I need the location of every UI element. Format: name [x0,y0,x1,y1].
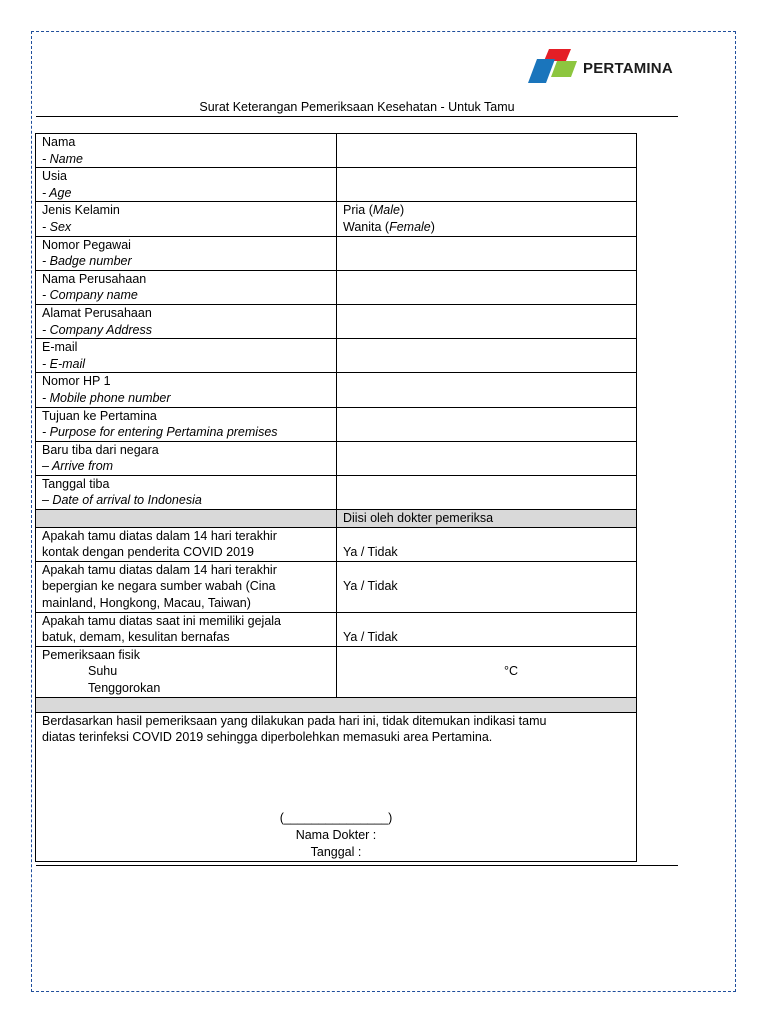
field-label: Alamat Perusahaan [42,305,152,320]
physical-exam-throat-label: Tenggorokan [88,681,161,695]
field-label: Nomor Pegawai [42,237,131,252]
field-row-name [36,134,637,168]
answer-contact[interactable]: Ya / Tidak [337,527,637,561]
conclusion-line-2: diatas terinfeksi COVID 2019 sehingga diperbolehkan memasuki area Pertamina. [42,730,493,745]
field-sublabel: – Arrive from [42,459,114,474]
field-label: Nama Perusahaan [42,271,147,286]
document-title: Surat Keterangan Pemeriksaan Kesehatan - Untuk Tamu [199,100,515,114]
doctor-name-label: Nama Dokter : [295,827,377,842]
field-value-address[interactable] [337,304,637,338]
field-sublabel: - Mobile phone number [42,390,171,405]
field-label: Tujuan ke Pertamina [42,408,157,423]
field-value-email[interactable] [337,339,637,373]
temperature-unit: °C [503,664,518,679]
field-sublabel: - E-mail [42,356,86,371]
field-value-age[interactable] [337,168,637,202]
field-sublabel: - Purpose for entering Pertamina premises [42,425,278,440]
field-label: Usia [42,169,68,184]
field-label: Jenis Kelamin [42,203,120,218]
field-value-sex[interactable] [337,202,637,236]
field-value-arrive-from[interactable] [337,441,637,475]
field-sublabel: – Date of arrival to Indonesia [42,493,202,508]
temperature-value[interactable] [337,646,637,697]
field-value-name[interactable] [337,134,637,168]
date-label: Tanggal : [310,844,362,859]
physical-exam-label: Pemeriksaan fisik [42,647,140,662]
field-row-sex [36,202,637,236]
field-sublabel: - Sex [42,219,72,234]
field-value-company[interactable] [337,270,637,304]
question-row-symptoms: Apakah tamu diatas saat ini memiliki gejala batuk, demam, kesulitan bernafas Ya / Tidak [36,612,637,646]
field-sublabel: - Name [42,151,83,166]
answer-symptoms[interactable]: Ya / Tidak [337,612,637,646]
sex-option-male[interactable]: Pria (Male) [343,203,405,218]
field-sublabel: - Badge number [42,254,132,269]
field-row-badge [36,236,637,270]
physical-exam-temperature-label: Suhu [88,664,118,679]
answer-travel[interactable]: Ya / Tidak [337,561,637,612]
sex-option-female[interactable]: Wanita (Female) [343,219,435,234]
signature-line[interactable]: (_______________) [279,810,393,825]
field-value-phone[interactable] [337,373,637,407]
pertamina-logo [527,45,687,85]
field-row-company [36,270,637,304]
field-row-address [36,304,637,338]
field-label: E-mail [42,340,78,355]
field-label: Tanggal tiba [42,476,110,491]
field-label: Baru tiba dari negara [42,442,159,457]
field-value-badge[interactable] [337,236,637,270]
field-sublabel: - Age [42,185,72,200]
conclusion-cell [36,712,637,861]
footer-rule [36,865,678,866]
field-label: Nomor HP 1 [42,374,111,389]
spacer-row [36,697,637,712]
field-value-arrival-date[interactable] [337,475,637,509]
doctor-section-header-row [36,510,637,528]
field-row-phone [36,373,637,407]
question-row-contact: Apakah tamu diatas dalam 14 hari terakhir kontak dengan penderita COVID 2019 Ya / Tidak [36,527,637,561]
doctor-section-header: Diisi oleh dokter pemeriksa [337,510,637,528]
field-row-purpose [36,407,637,441]
logo-text: PERTAMINA [583,60,673,77]
field-sublabel: - Company name [42,288,138,303]
physical-exam-row [36,646,637,697]
field-row-arrival-date [36,475,637,509]
question-row-travel: Apakah tamu diatas dalam 14 hari terakhir bepergian ke negara sumber wabah (Cina mainland, Hongkong, Macau, Taiwan) Ya / Tidak [36,561,637,612]
conclusion-row [36,712,637,861]
pertamina-logo-icon [527,45,579,85]
health-check-form [35,133,637,862]
title-rule [36,116,678,117]
field-row-age [36,168,637,202]
field-label: Nama [42,135,76,149]
field-sublabel: - Company Address [42,322,152,337]
field-row-email [36,339,637,373]
conclusion-line-1: Berdasarkan hasil pemeriksaan yang dilakukan pada hari ini, tidak ditemukan indikasi tamu [42,713,547,728]
field-value-purpose[interactable] [337,407,637,441]
field-row-arrive-from [36,441,637,475]
